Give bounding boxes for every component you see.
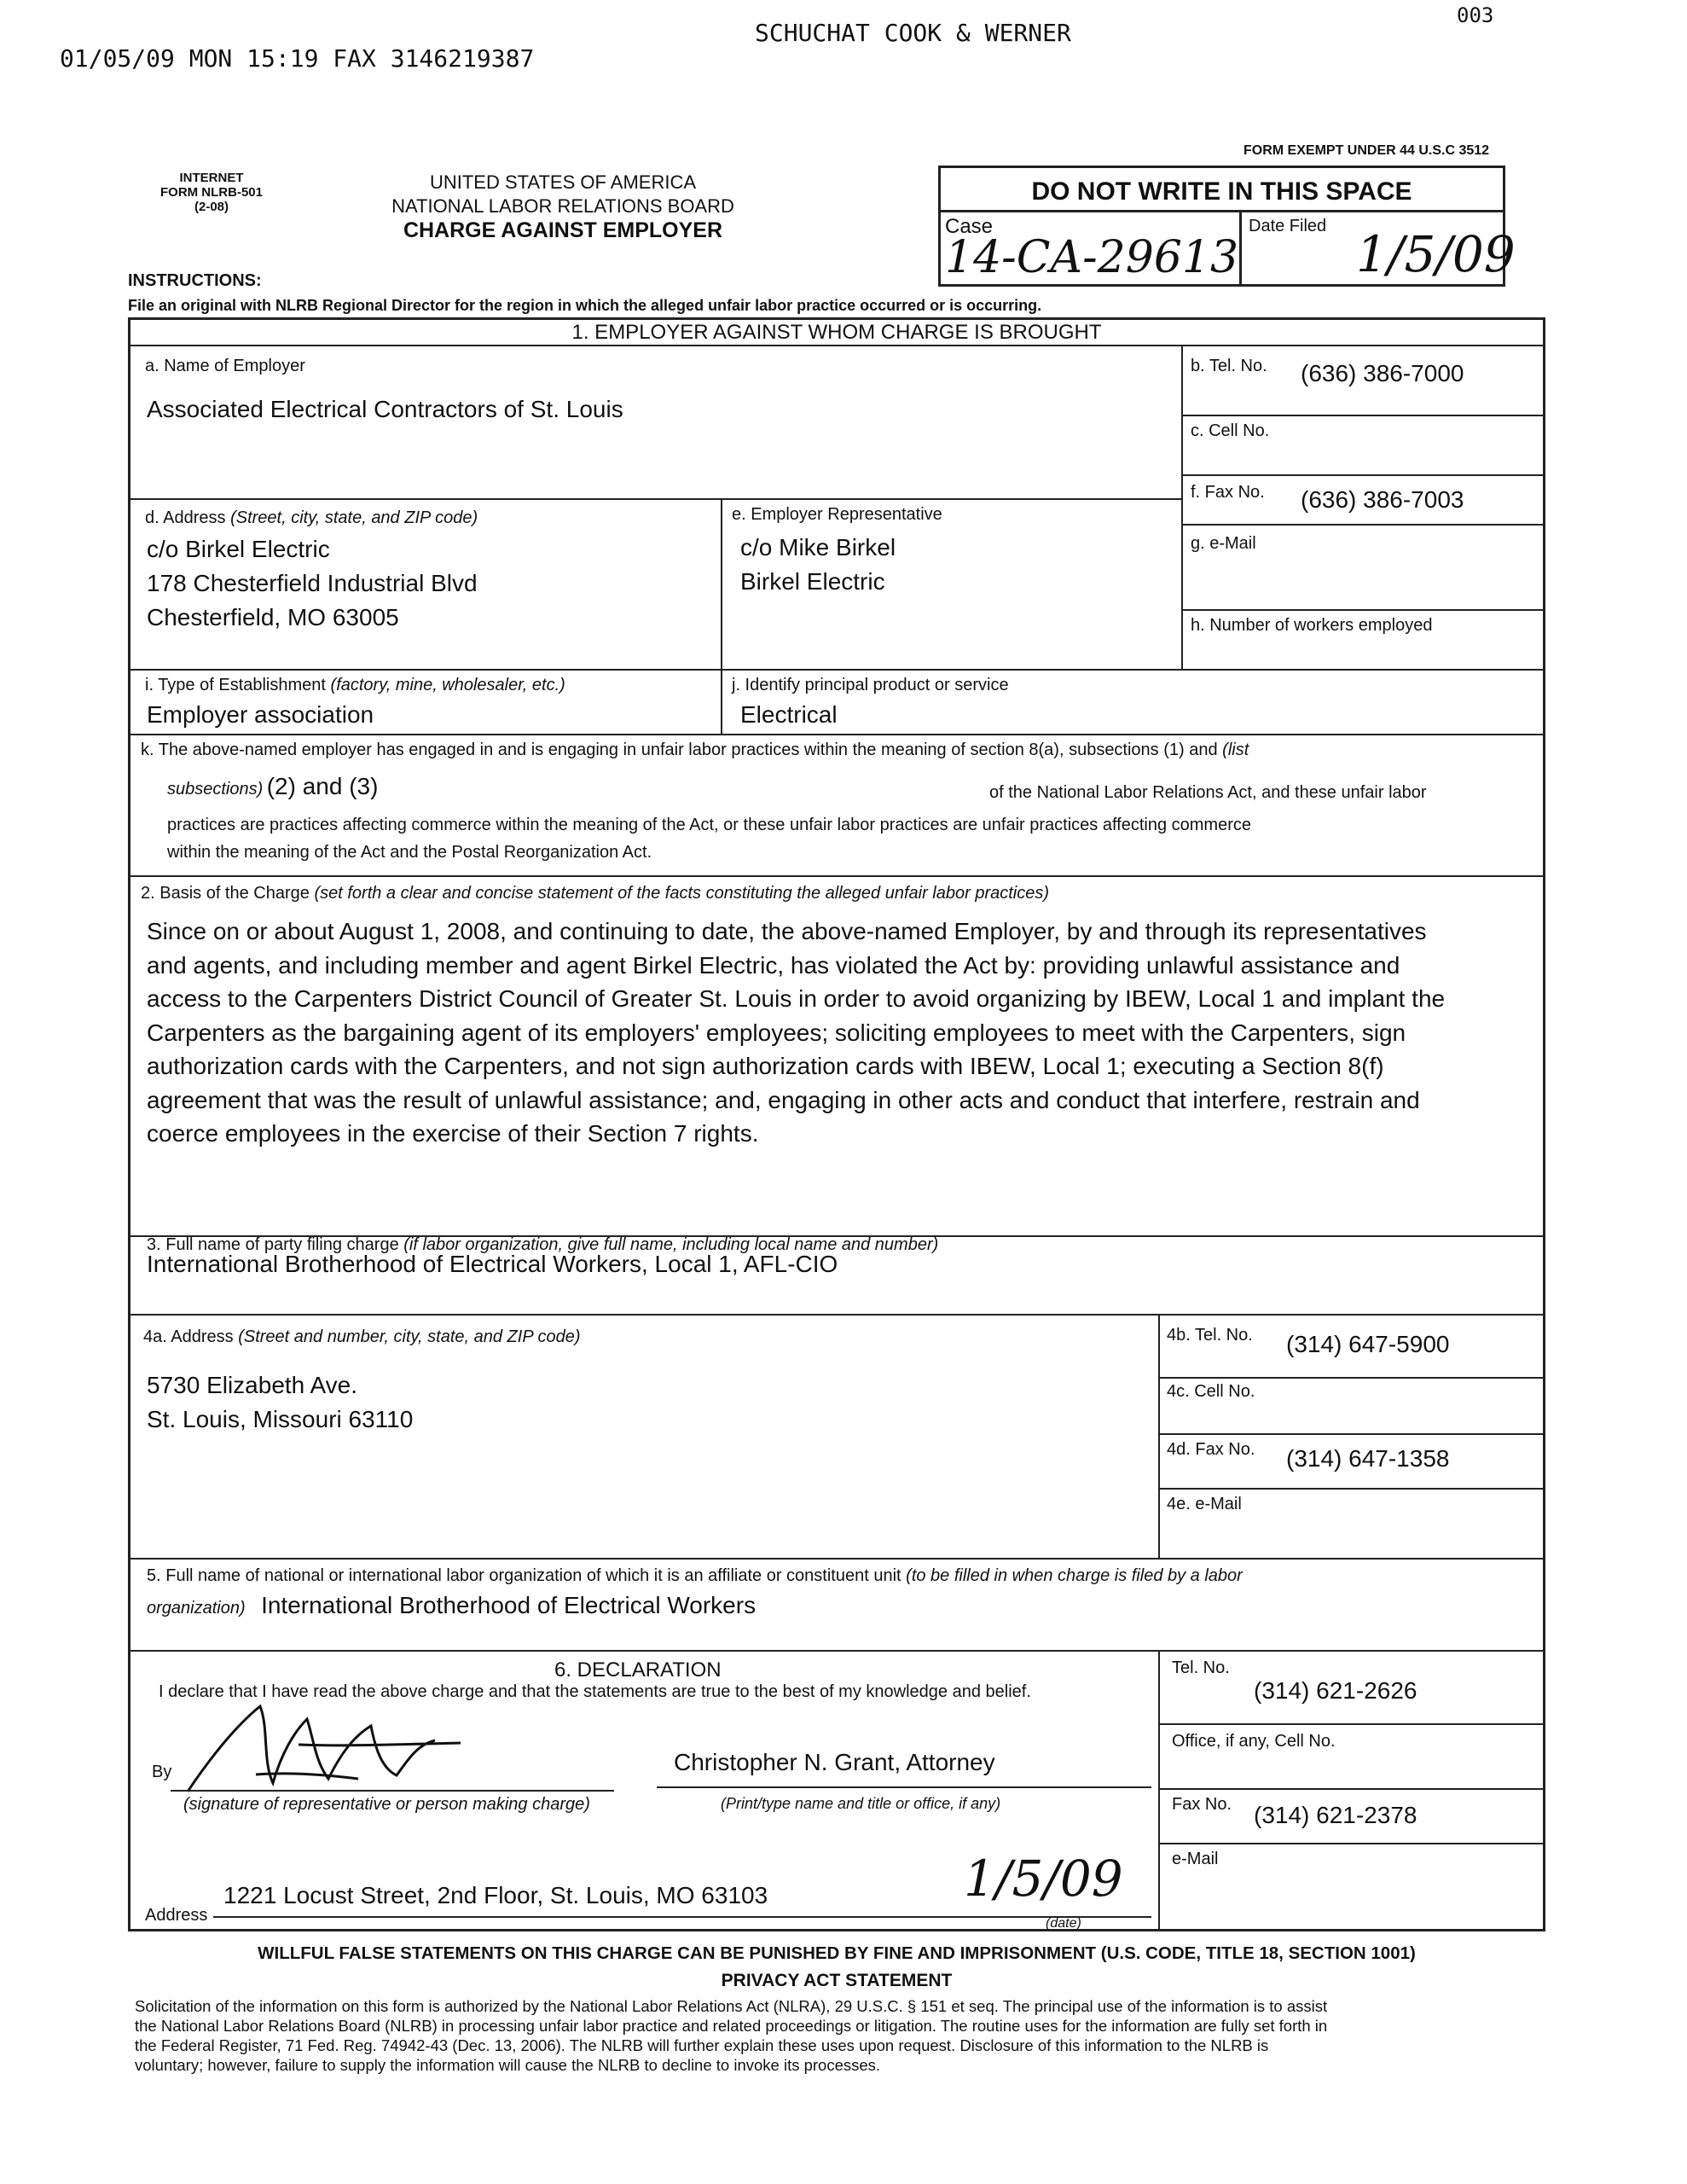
declarant-address: 1221 Locust Street, 2nd Floor, St. Louis, MO 63103 [223, 1882, 768, 1908]
basis-statement-line: Carpenters as the bargaining agent of its employers' employees; soliciting employees to meet with the Carpenters, sign [147, 1019, 1406, 1046]
employer-email-label: g. e-Mail [1191, 534, 1256, 553]
employer-name-label: a. Name of Employer [145, 357, 305, 375]
basis-label [141, 884, 1049, 903]
affiliate-value: International Brotherhood of Electrical Workers [261, 1592, 757, 1618]
form-exempt: FORM EXEMPT UNDER 44 U.S.C 3512 [1244, 143, 1490, 158]
establishment-type-value: Employer association [147, 701, 374, 728]
agency-block [367, 171, 759, 242]
affiliate-line2 [147, 1592, 756, 1619]
filer-fax-label: 4d. Fax No. [1167, 1440, 1255, 1459]
establishment-type-label-hint: (factory, mine, wholesaler, etc.) [330, 676, 565, 694]
principal-product-value: Electrical [740, 701, 838, 728]
filer-address-line1: 5730 Elizabeth Ave. [147, 1372, 358, 1398]
filing-party-label-text: 3. Full name of party filing charge [147, 1235, 399, 1254]
form-id-line2: FORM NLRB-501 [159, 185, 263, 200]
k-subsections-hint: subsections) [167, 780, 264, 799]
case-number: 14-CA-29613 [945, 232, 1239, 283]
employer-rep-label: e. Employer Representative [732, 505, 942, 524]
employer-tel-value: (636) 386-7000 [1301, 360, 1464, 386]
privacy-statement-line: the National Labor Relations Board (NLRB) in processing unfair labor practice and related proceedings or litigation. The routine uses for the information are fully set forth in [135, 2017, 1328, 2035]
basis-statement [147, 915, 1445, 1151]
filer-cell-label: 4c. Cell No. [1167, 1382, 1255, 1401]
employer-address-line3: Chesterfield, MO 63005 [147, 604, 399, 630]
basis-statement-line: Since on or about August 1, 2008, and continuing to date, the above-named Employer, by and through its representatives [147, 918, 1427, 944]
filer-address-label-hint: (Street and number, city, state, and ZIP code) [238, 1327, 581, 1346]
by-label: By [152, 1763, 172, 1781]
k-text2: of the National Labor Relations Act, and these unfair labor [989, 783, 1427, 802]
employer-address-label-hint: (Street, city, state, and ZIP code) [230, 508, 478, 527]
employer-address-label-text: d. Address [145, 508, 226, 527]
employer-address-line2: 178 Chesterfield Industrial Blvd [147, 570, 478, 596]
basis-statement-line: authorization cards with the Carpenters, and not sign authorization cards with IBEW, Local 1; executing a Section 8(f) [147, 1053, 1384, 1079]
form-id [152, 171, 271, 214]
privacy-title: PRIVACY ACT STATEMENT [721, 1971, 953, 1990]
k-text4: within the meaning of the Act and the Postal Reorganization Act. [167, 843, 652, 862]
establishment-type-label-text: i. Type of Establishment [145, 676, 326, 694]
affiliate-label-hint2: organization) [147, 1599, 246, 1618]
declarant-fax-value: (314) 621-2378 [1254, 1802, 1417, 1828]
date-filed-label: Date Filed [1249, 217, 1327, 235]
signature-caption: (signature of representative or person making charge) [183, 1795, 590, 1814]
employer-tel-label: b. Tel. No. [1191, 357, 1267, 375]
privacy-statement [135, 1996, 1327, 2075]
fax-datetime: 01/05/09 MON 15:19 FAX 3146219387 [60, 44, 535, 73]
filing-party-value: International Brotherhood of Electrical Workers, Local 1, AFL-CIO [147, 1251, 838, 1277]
declaration-text: I declare that I have read the above charge and that the statements are true to the best of my knowledge and belief. [159, 1682, 1031, 1701]
employer-address-label [145, 508, 478, 528]
filer-tel-value: (314) 647-5900 [1286, 1331, 1450, 1357]
declaration-title: 6. DECLARATION [554, 1658, 722, 1682]
date-caption: (date) [1046, 1916, 1081, 1931]
k-subsections [167, 773, 378, 800]
basis-statement-line: and agents, and including member and agent Birkel Electric, has violated the Act by: providing unlawful assistance and [147, 951, 1400, 979]
section1-title: 1. EMPLOYER AGAINST WHOM CHARGE IS BROUGHT [571, 321, 1102, 344]
privacy-statement-line: the Federal Register, 71 Fed. Reg. 74942-43 (Dec. 13, 2006). The NLRB will further explain these uses upon request. Disclosure of this information to the NLRB is [135, 2036, 1269, 2054]
employer-name-value: Associated Electrical Contractors of St. Louis [147, 396, 623, 422]
form-title: CHARGE AGAINST EMPLOYER [403, 218, 723, 242]
false-statement-warning: WILLFUL FALSE STATEMENTS ON THIS CHARGE CAN BE PUNISHED BY FINE AND IMPRISONMENT (U.S. CODE, TITLE 18, SECTION 1001) [258, 1943, 1416, 1963]
employer-rep-line2: Birkel Electric [740, 568, 885, 595]
case-label: Case [945, 215, 994, 238]
filer-email-label: 4e. e-Mail [1167, 1495, 1242, 1513]
fax-firm: SCHUCHAT COOK & WERNER [755, 19, 1071, 47]
agency-line2: NATIONAL LABOR RELATIONS BOARD [391, 195, 734, 217]
signer-name: Christopher N. Grant, Attorney [674, 1749, 995, 1775]
k-text1: k. The above-named employer has engaged in and is engaging in unfair labor practices within the meaning of section 8(a), subsections (1) and [141, 741, 1218, 759]
declarant-office-label: Office, if any, Cell No. [1172, 1732, 1336, 1751]
fax-page: 003 [1457, 3, 1494, 27]
basis-statement-line: access to the Carpenters District Council of Greater St. Louis in order to avoid organizing by IBEW, Local 1 and implant the [147, 985, 1446, 1012]
employer-address-line1: c/o Birkel Electric [147, 536, 330, 562]
declarant-tel-label: Tel. No. [1172, 1658, 1230, 1677]
basis-statement-line: coerce employees in the exercise of their Section 7 rights. [147, 1120, 759, 1147]
k-text3: practices are practices affecting commerce within the meaning of the Act, or these unfair labor practices are unfair practices affecting commerce [167, 816, 1251, 834]
basis-statement-line: agreement that was the result of unlawful assistance; and, engaging in other acts and conduct that interfere, restrain and [147, 1086, 1420, 1113]
filer-fax-value: (314) 647-1358 [1286, 1445, 1450, 1472]
k-subsections-value: (2) and (3) [266, 773, 379, 799]
declarant-fax-label: Fax No. [1172, 1795, 1232, 1814]
filing-party-label-hint: (if labor organization, give full name, including local name and number) [403, 1235, 939, 1254]
basis-label-text: 2. Basis of the Charge [141, 884, 310, 903]
filer-address [147, 1368, 413, 1437]
basis-label-hint: (set forth a clear and concise statement of the facts constituting the alleged unfair labor practices) [314, 884, 1050, 903]
affiliate-label-text: 5. Full name of national or international labor organization of which it is an affiliate or constituent unit [147, 1566, 901, 1585]
affiliate-label-hint: (to be filled in when charge is filed by a labor [906, 1566, 1243, 1585]
k-statement-line1 [141, 741, 1539, 760]
employer-address [147, 532, 478, 635]
filer-address-label-text: 4a. Address [143, 1327, 234, 1346]
signer-name-caption: (Print/type name and title or office, if any) [721, 1795, 1001, 1812]
affiliate-label [147, 1566, 1528, 1586]
k-list-hint: (list [1222, 741, 1249, 759]
instructions-heading: INSTRUCTIONS: [128, 271, 262, 290]
declarant-tel-value: (314) 621-2626 [1254, 1677, 1417, 1704]
declarant-email-label: e-Mail [1172, 1850, 1219, 1868]
principal-product-label: j. Identify principal product or service [732, 676, 1009, 694]
declaration-date: 1/5/09 [964, 1850, 1123, 1908]
form-id-line1: INTERNET [179, 171, 244, 185]
employer-fax-value: (636) 386-7003 [1301, 486, 1464, 513]
employer-cell-label: c. Cell No. [1191, 421, 1270, 440]
date-filed-value: 1/5/09 [1356, 225, 1516, 283]
form-id-line3: (2-08) [194, 200, 229, 214]
privacy-statement-line: voluntary; however, failure to supply the information will cause the NLRB to decline to invoke its processes. [135, 2056, 881, 2074]
employer-fax-label: f. Fax No. [1191, 483, 1265, 502]
agency-line1: UNITED STATES OF AMERICA [429, 171, 697, 193]
employer-rep [740, 531, 896, 599]
employer-rep-line1: c/o Mike Birkel [740, 534, 896, 561]
instructions-text: File an original with NLRB Regional Director for the region in which the alleged unfair labor practice occurred or is occurring. [128, 297, 1042, 314]
privacy-statement-line: Solicitation of the information on this form is authorized by the National Labor Relations Act (NLRA), 29 U.S.C. § 151 et seq. The principal use of the information is to assist [135, 1997, 1328, 2015]
establishment-type-label [145, 676, 565, 695]
office-box-title: DO NOT WRITE IN THIS SPACE [1031, 177, 1412, 206]
filer-address-label [143, 1327, 581, 1347]
filer-tel-label: 4b. Tel. No. [1167, 1326, 1253, 1345]
workers-employed-label: h. Number of workers employed [1191, 616, 1433, 635]
filer-address-line2: St. Louis, Missouri 63110 [147, 1406, 414, 1432]
address-label: Address [145, 1906, 208, 1925]
